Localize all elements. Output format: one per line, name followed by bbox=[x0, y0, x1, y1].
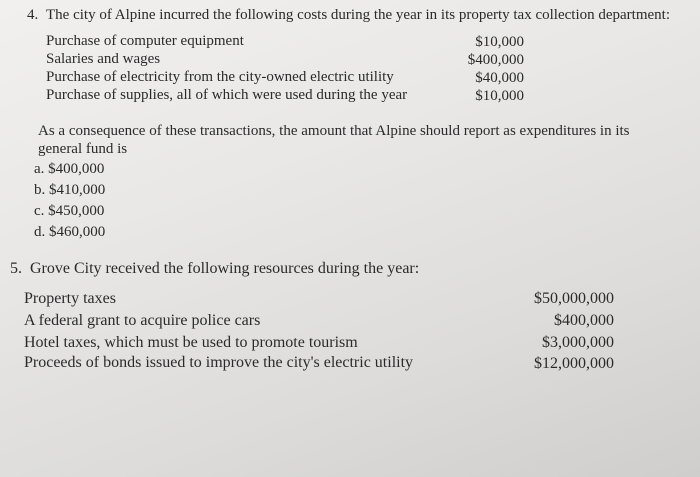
resource-row-label: Property taxes bbox=[24, 290, 116, 307]
resource-row-label: Hotel taxes, which must be used to promote tourism bbox=[24, 334, 358, 351]
cost-row-amount: $10,000 bbox=[475, 88, 524, 104]
cost-row-amount: $10,000 bbox=[475, 34, 524, 50]
answer-choice-d bbox=[34, 224, 105, 241]
choice-letter: d. bbox=[34, 224, 46, 240]
resource-row-amount: $3,000,000 bbox=[542, 334, 614, 351]
question-5-number: 5. bbox=[10, 260, 22, 277]
question-4-number: 4. bbox=[27, 7, 39, 23]
question-4-text: As a consequence of these transactions, the amount that Alpine should report as expenditures in its bbox=[38, 123, 630, 139]
cost-row-label: Purchase of supplies, all of which were used during the year bbox=[46, 87, 408, 103]
answer-choice-a bbox=[34, 161, 104, 178]
choice-text: $410,000 bbox=[49, 182, 106, 198]
question-4-text: general fund is bbox=[38, 141, 128, 157]
choice-text: $450,000 bbox=[48, 203, 105, 219]
answer-choice-b bbox=[34, 182, 105, 199]
choice-letter: c. bbox=[34, 203, 45, 219]
choice-letter: b. bbox=[34, 182, 46, 198]
cost-row-label: Purchase of electricity from the city-owned electric utility bbox=[46, 69, 394, 85]
choice-letter: a. bbox=[34, 161, 45, 177]
resource-row-amount: $400,000 bbox=[554, 312, 614, 329]
answer-choice-c bbox=[34, 203, 104, 220]
choice-text: $460,000 bbox=[49, 224, 106, 240]
resource-row-label: Proceeds of bonds issued to improve the city's electric utility bbox=[24, 354, 414, 371]
resource-row-amount: $12,000,000 bbox=[534, 355, 614, 372]
cost-row-label: Salaries and wages bbox=[46, 51, 161, 67]
resource-row-label: A federal grant to acquire police cars bbox=[24, 312, 261, 329]
question-4-prompt: The city of Alpine incurred the following costs during the year in its property tax collection department: bbox=[46, 7, 670, 23]
cost-row-amount: $400,000 bbox=[467, 52, 524, 68]
resource-row-amount: $50,000,000 bbox=[534, 290, 614, 307]
question-5-prompt: Grove City received the following resources during the year: bbox=[30, 260, 420, 277]
cost-row-label: Purchase of computer equipment bbox=[46, 33, 244, 49]
cost-row-amount: $40,000 bbox=[475, 70, 524, 86]
choice-text: $400,000 bbox=[48, 161, 105, 177]
